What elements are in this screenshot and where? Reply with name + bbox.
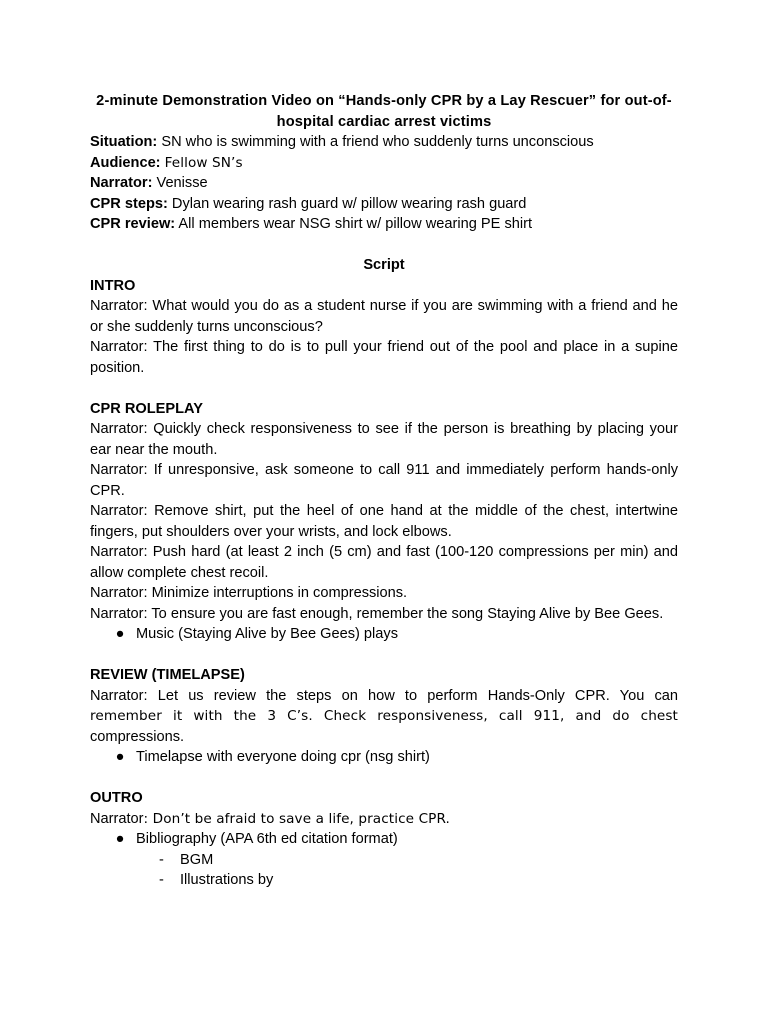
outro-narrator-text: : Don’t be afraid to save a life, practice CPR.	[143, 810, 450, 827]
script-heading: Script	[363, 257, 405, 273]
review-line-3: compressions.	[90, 728, 185, 745]
outro-bullet-list	[90, 829, 678, 850]
review-line-1: Narrator: Let us review the steps on how to perform Hands-Only CPR. You can	[90, 687, 678, 704]
meta-audience-value: Fellow SN’s	[164, 154, 243, 171]
roleplay-bullet-text: Music (Staying Alive by Bee Gees) plays	[136, 626, 398, 642]
review-bullet-list	[90, 747, 678, 768]
roleplay-paragraph-4: Narrator: Push hard (at least 2 inch (5 cm) and fast (100-120 compressions per min) and allow complete chest recoil.	[90, 544, 678, 581]
roleplay-paragraph-6: Narrator: To ensure you are fast enough, remember the song Staying Alive by Bee Gees.	[90, 605, 664, 622]
document-content	[90, 91, 678, 891]
meta-cpr-review	[90, 214, 678, 235]
intro-paragraph-2: Narrator: The first thing to do is to pull your friend out of the pool and place in a supine position.	[90, 339, 678, 376]
bullet-icon: ●	[115, 626, 125, 642]
meta-situation	[90, 132, 678, 153]
meta-narrator-value: Venisse	[156, 175, 208, 191]
roleplay-paragraph-3: Narrator: Remove shirt, put the heel of one hand at the middle of the chest, intertwine fingers, put shoulders over your wrists, and lock elbows.	[90, 503, 678, 540]
meta-cpr-review-value: All members wear NSG shirt w/ pillow wearing PE shirt	[178, 216, 533, 232]
roleplay-bullet-list	[90, 624, 678, 645]
outro-bullet-text: Bibliography (APA 6th ed citation format)	[136, 831, 398, 847]
dash-icon: -	[159, 851, 164, 868]
intro-heading: INTRO	[90, 277, 136, 294]
meta-situation-value: SN who is swimming with a friend who suddenly turns unconscious	[161, 134, 594, 150]
spacer	[90, 645, 678, 666]
outro-sub-list	[90, 850, 678, 891]
outro-sub-item-illustrations: Illustrations by	[180, 872, 274, 888]
outro-narrator-line	[90, 809, 678, 830]
list-item	[90, 850, 678, 871]
meta-cpr-steps-value: Dylan wearing rash guard w/ pillow wearing rash guard	[171, 195, 527, 212]
meta-audience	[90, 153, 678, 174]
list-item	[90, 829, 678, 850]
roleplay-heading: CPR ROLEPLAY	[90, 400, 203, 417]
meta-cpr-steps-label: CPR steps:	[90, 195, 168, 212]
roleplay-paragraph-5: Narrator: Minimize interruptions in compressions.	[90, 585, 408, 601]
bullet-icon: ●	[115, 749, 125, 765]
meta-audience-label: Audience:	[90, 154, 161, 171]
outro-heading: OUTRO	[90, 790, 143, 806]
spacer	[90, 768, 678, 789]
bullet-icon: ●	[115, 831, 125, 847]
meta-cpr-review-label: CPR review:	[90, 216, 176, 232]
list-item	[90, 624, 678, 645]
meta-cpr-steps	[90, 194, 678, 215]
intro-paragraph-1: Narrator: What would you do as a student nurse if you are swimming with a friend and he or she suddenly turns unconscious?	[90, 298, 678, 335]
review-bullet-text: Timelapse with everyone doing cpr (nsg shirt)	[136, 749, 430, 765]
outro-narrator-label: Narrator	[90, 810, 144, 827]
spacer	[90, 378, 678, 399]
outro-sub-item-bgm: BGM	[180, 851, 214, 868]
document-title-line-1: 2-minute Demonstration Video on “Hands-only CPR by a Lay Rescuer” for out-of-	[96, 93, 672, 109]
meta-narrator-label: Narrator:	[90, 175, 153, 191]
document-title-line-2: hospital cardiac arrest victims	[276, 113, 492, 130]
dash-icon: -	[159, 872, 164, 888]
roleplay-paragraph-1: Narrator: Quickly check responsiveness to see if the person is breathing by placing your ear near the mouth.	[90, 421, 678, 458]
roleplay-paragraph-2: Narrator: If unresponsive, ask someone to call 911 and immediately perform hands-only CPR.	[90, 462, 678, 499]
meta-situation-label: Situation:	[90, 134, 158, 150]
list-item	[90, 870, 678, 891]
meta-narrator	[90, 173, 678, 194]
list-item	[90, 747, 678, 768]
review-line-2: remember it with the 3 C’s. Check responsiveness, call 911, and do chest	[90, 708, 678, 724]
review-heading: REVIEW (TIMELAPSE)	[90, 667, 245, 683]
